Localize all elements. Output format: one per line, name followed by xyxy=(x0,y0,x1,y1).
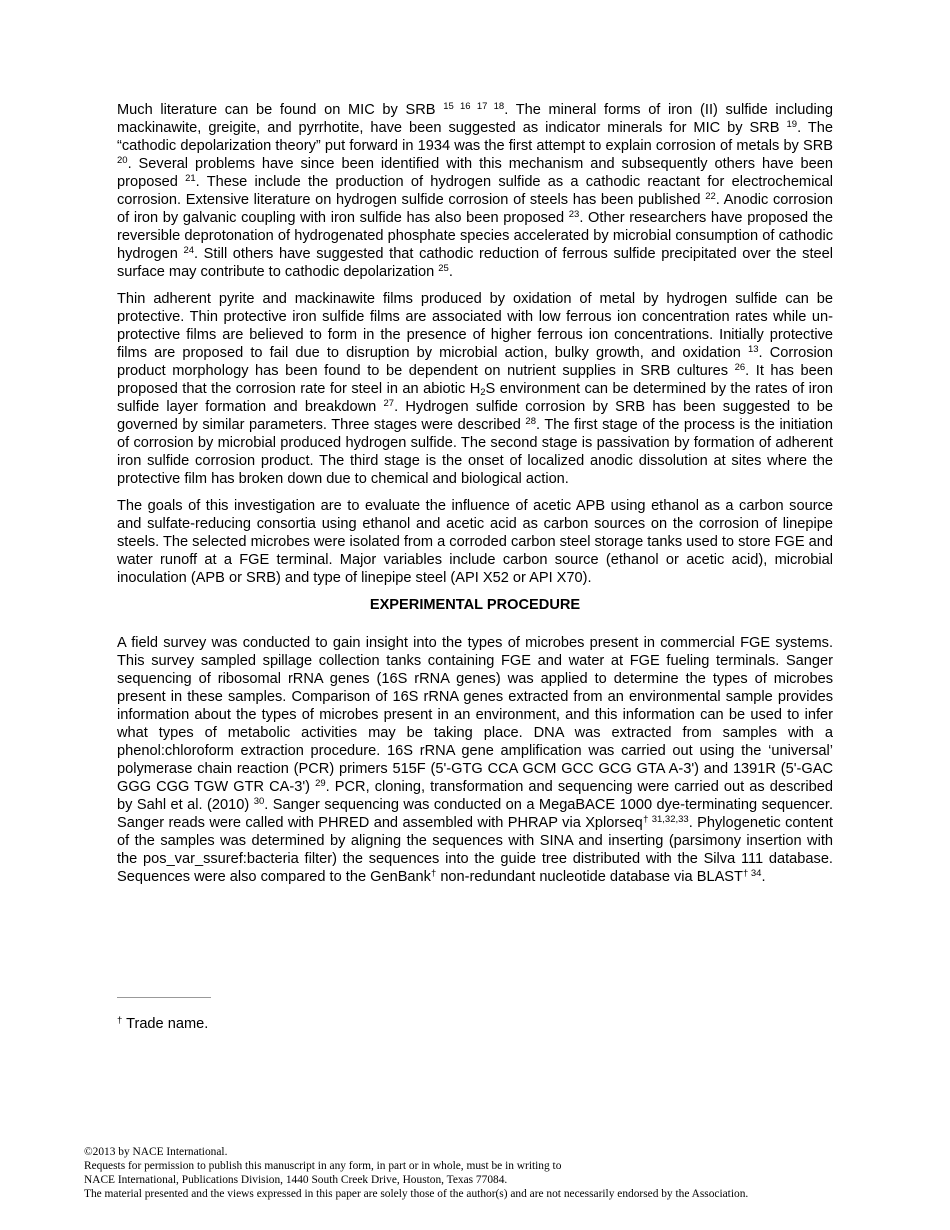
citation-superscript: † 34 xyxy=(742,867,762,879)
citation-superscript: 24 xyxy=(183,244,195,256)
text-run: The goals of this investigation are to evaluate the influence of acetic APB using ethanol as a carbon source and sulfate-reducing consortia using ethanol and acetic acid as carbon sources on the corrosion of linepipe steels. The selected microbes were isolated from a corroded carbon steel storage tanks used to store FGE and water runoff at a FGE terminal. Major variables include carbon source (ethanol or acetic acid), microbial inoculation (APB or SRB) and type of linepipe steel (API X52 or API X70). xyxy=(117,498,833,586)
citation-superscript: 20 xyxy=(117,154,128,166)
body-text xyxy=(117,101,833,895)
text-run: . The “cathodic depolarization theory” put forward in 1934 was the first attempt to explain corrosion of metals by SRB xyxy=(117,120,833,154)
citation-superscript: 19 xyxy=(786,118,798,130)
footnote-mark: † xyxy=(117,1014,123,1026)
paragraph-mic-literature xyxy=(117,101,833,281)
text-run: . xyxy=(448,264,453,280)
text-run: Thin adherent pyrite and mackinawite films produced by oxidation of metal by hydrogen sulfide can be protective. Thin protective iron sulfide films are associated with low ferrous ion concentration rates while un-protective films are believed to form in the presence of higher ferrous ion concentrations. Initially protective films are proposed to fail due to disruption by microbial action, bulky growth, and oxidation xyxy=(117,291,833,361)
text-run: S environment can be determined by the rates of iron sulfide layer formation and breakdown xyxy=(117,381,833,415)
citation-superscript: 25 xyxy=(438,262,449,274)
text-run: . The mineral forms of iron (II) sulfide including mackinawite, greigite, and pyrrhotite, have been suggested as indicator minerals for MIC by SRB xyxy=(117,102,833,136)
footnote xyxy=(117,1015,208,1033)
text-run: . PCR, cloning, transformation and sequencing were carried out as described by Sahl et al. (2010) xyxy=(117,779,834,813)
section-heading-experimental-procedure: EXPERIMENTAL PROCEDURE xyxy=(369,597,581,613)
text-run: . Sanger sequencing was conducted on a MegaBACE 1000 dye-terminating sequencer. Sanger reads were called with PHRED and assembled with PHRAP via Xplorseq xyxy=(117,797,833,831)
citation-superscript: 22 xyxy=(705,190,716,202)
text-run: . Still others have suggested that cathodic reduction of ferrous sulfide precipitated over the steel surface may contribute to cathodic depolarization xyxy=(117,246,833,280)
text-run: . It has been proposed that the corrosion rate for steel in an abiotic H xyxy=(117,363,833,397)
text-run: . Other researchers have proposed the reversible deprotonation of hydrogenated phosphate species accelerated by microbial consumption of cathodic hydrogen xyxy=(117,210,834,262)
citation-superscript: † 31,32,33 xyxy=(642,813,689,825)
text-run: A field survey was conducted to gain insight into the types of microbes present in commercial FGE systems. This survey sampled spillage collection tanks containing FGE and water at FGE fueling terminals. Sanger sequencing of ribosomal rRNA genes (16S rRNA genes) was applied to determine the types of microbes present in these samples. Comparison of 16S rRNA genes extracted from an environmental sample provides information about the types of microbes present in an environment, and this information can be used to infer what types of metabolic activities may be taking place. DNA was extracted from samples with a phenol:chloroform extraction procedure. 16S rRNA gene amplification was carried out using the ‘universal’ polymerase chain reaction (PCR) primers 515F (5'-GTG CCA GCM GCC GCG GTA A-3') and 1391R (5'-GAC GGG CGG TGW GTR CA-3') xyxy=(117,635,833,795)
text-run: . The first stage of the process is the initiation of corrosion by microbial produced hydrogen sulfide. The second stage is passivation by formation of adherent iron sulfide corrosion product. The third stage is the onset of localized anodic dissolution at sites where the protective film has broken down due to chemical and biological action. xyxy=(117,417,833,487)
copyright-line: Requests for permission to publish this manuscript in any form, in part or in whole, must be in writing to xyxy=(84,1160,562,1172)
paragraph-field-survey xyxy=(117,634,833,886)
text-run: . Several problems have since been identified with this mechanism and subsequently others have been proposed xyxy=(117,156,833,190)
paragraph-investigation-goals xyxy=(117,497,833,587)
text-run: . Corrosion product morphology has been found to be dependent on nutrient supplies in SRB cultures xyxy=(117,345,833,379)
text-run: . Phylogenetic content of the samples was determined by aligning the sequences with SINA and inserting (parsimony insertion with the pos_var_ssuref:bacteria filter) the sequences into the guide tree distributed with the Silva 111 database. Sequences were also compared to the GenBank xyxy=(117,815,833,885)
citation-superscript: 15 16 17 18 xyxy=(443,100,505,112)
footnote-text: Trade name. xyxy=(122,1016,209,1032)
citation-superscript: 13 xyxy=(747,343,759,355)
subscript: 2 xyxy=(480,386,486,398)
citation-superscript: 28 xyxy=(525,415,536,427)
text-run: . These include the production of hydrogen sulfide as a cathodic reactant for electrochemical corrosion. Extensive literature on hydrogen sulfide corrosion of steels has been published xyxy=(117,174,833,208)
citation-superscript: 27 xyxy=(383,397,395,409)
text-run: non-redundant nucleotide database via BLAST xyxy=(436,869,743,885)
text-run: . Hydrogen sulfide corrosion by SRB has been suggested to be governed by similar parameters. Three stages were described xyxy=(117,399,833,433)
text-run: Much literature can be found on MIC by SRB xyxy=(117,102,444,118)
copyright-line: ©2013 by NACE International. xyxy=(84,1146,228,1158)
footnote-divider xyxy=(117,997,211,998)
citation-superscript: 29 xyxy=(315,777,326,789)
citation-superscript: 26 xyxy=(734,361,746,373)
citation-superscript: 23 xyxy=(568,208,580,220)
citation-superscript: 21 xyxy=(185,172,196,184)
copyright-notice xyxy=(84,1145,884,1201)
citation-superscript: † xyxy=(430,867,437,879)
text-run: . Anodic corrosion of iron by galvanic coupling with iron sulfide has also been proposed xyxy=(117,192,833,226)
copyright-line: The material presented and the views expressed in this paper are solely those of the author(s) and are not necessarily endorsed by the Association. xyxy=(84,1188,749,1200)
paragraph-iron-sulfide-films xyxy=(117,290,833,488)
text-run: . xyxy=(761,869,766,885)
citation-superscript: 30 xyxy=(253,795,265,807)
copyright-line: NACE International, Publications Division, 1440 South Creek Drive, Houston, Texas 77084. xyxy=(84,1174,508,1186)
